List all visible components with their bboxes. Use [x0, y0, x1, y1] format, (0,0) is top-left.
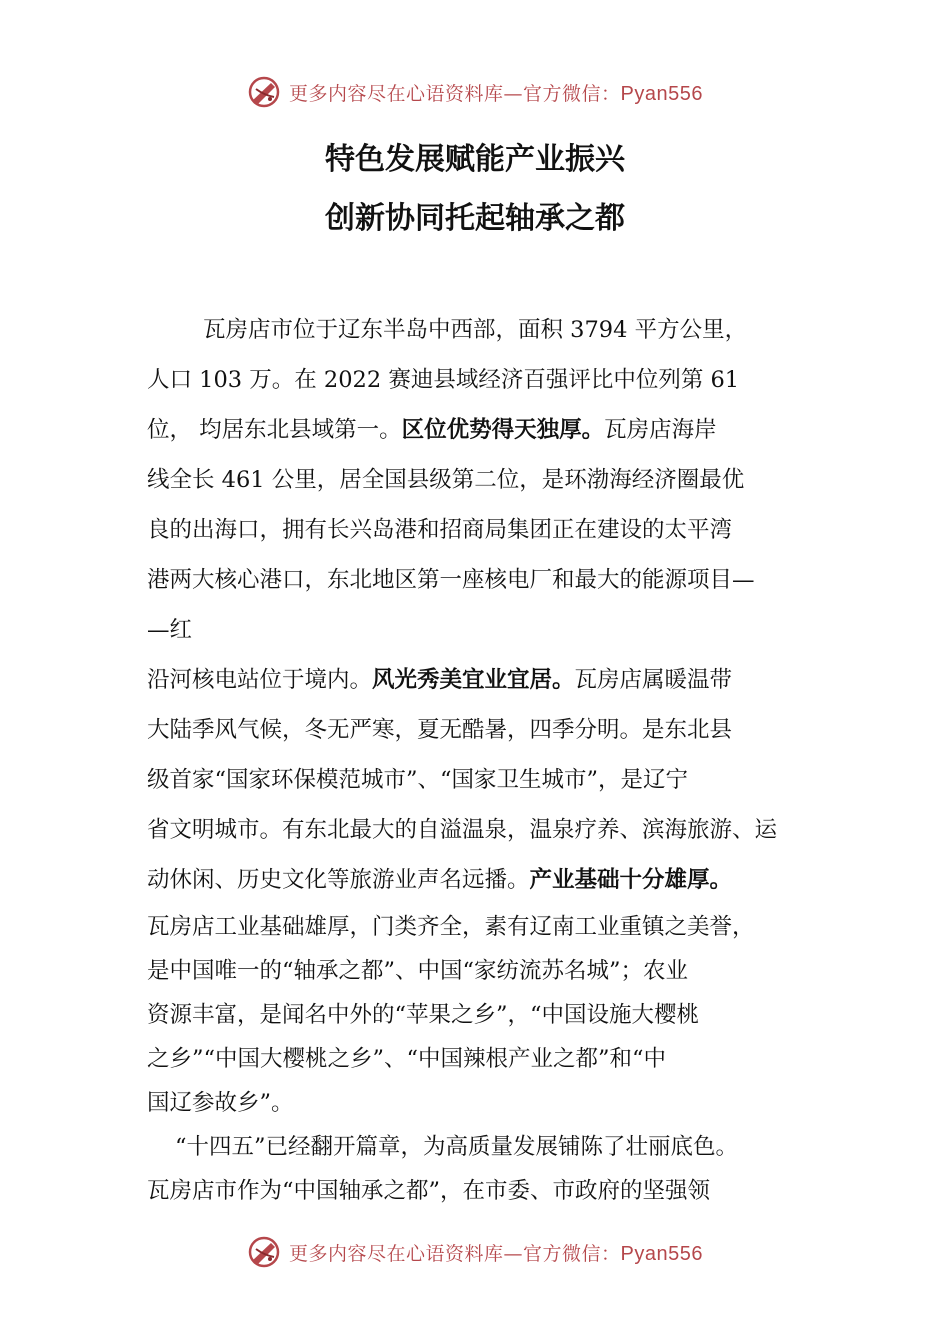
watermark-footer [0, 1232, 950, 1272]
section-heading: 风光秀美宜业宜居。 [372, 667, 575, 693]
text-line: 之乡”“中国大樱桃之乡”、“中国辣根产业之都”和“中 [147, 1046, 667, 1072]
text-line: 沿河核电站位于境内。风光秀美宜业宜居。瓦房店属暖温带 [147, 667, 733, 693]
text-line: 良的出海口，拥有长兴岛港和招商局集团正在建设的太平湾 [147, 517, 733, 543]
watermark-header [0, 72, 950, 112]
page-title-line-2: 创新协同托起轴承之都 [325, 201, 625, 236]
text-line: —红 [147, 617, 193, 643]
text-line: 瓦房店市位于辽东半岛中西部，面积 3794 平方公里， [203, 317, 748, 343]
page-title-line-1: 特色发展赋能产业振兴 [325, 142, 625, 177]
text-line: 瓦房店工业基础雄厚，门类齐全，素有辽南工业重镇之美誉， [147, 914, 755, 940]
wechat-id: Pyan556 [620, 1242, 703, 1265]
text-line: 港两大核心港口，东北地区第一座核电厂和最大的能源项目— [147, 567, 755, 593]
text-line: 国辽参故乡”。 [147, 1090, 294, 1116]
text-line: 资源丰富，是闻名中外的“苹果之乡”，“中国设施大樱桃 [147, 1002, 700, 1028]
text-line: 位， 均居东北县域第一。区位优势得天独厚。瓦房店海岸 [147, 417, 717, 443]
logo-icon [247, 75, 281, 109]
text-line: 是中国唯一的“轴承之都”、中国“家纺流苏名城”；农业 [147, 958, 689, 984]
text-line: 级首家“国家环保模范城市”、“国家卫生城市”，是辽宁 [147, 767, 689, 793]
text-line: 线全长 461 公里，居全国县级第二位，是环渤海经济圈最优 [147, 467, 745, 493]
text-line: 人口 103 万。在 2022 赛迪县域经济百强评比中位列第 61 [147, 367, 740, 393]
article-body [147, 305, 812, 1213]
text-line: 省文明城市。有东北最大的自溢温泉，温泉疗养、滨海旅游、运 [147, 817, 778, 843]
watermark-text: 更多内容尽在心语资料库—官方微信：Pyan556 [289, 82, 703, 105]
text-line: 动休闲、历史文化等旅游业声名远播。产业基础十分雄厚。 [147, 867, 733, 893]
text-line: 瓦房店市作为“中国轴承之都”，在市委、市政府的坚强领 [147, 1178, 711, 1204]
wechat-id: Pyan556 [620, 82, 703, 105]
text-line: “十四五”已经翻开篇章，为高质量发展铺陈了壮丽底色。 [175, 1134, 739, 1160]
text-line: 大陆季风气候，冬无严寒，夏无酷暑，四季分明。是东北县 [147, 717, 733, 743]
logo-icon [247, 1235, 281, 1269]
section-heading: 产业基础十分雄厚。 [529, 867, 733, 893]
section-heading: 区位优势得天独厚。 [401, 417, 605, 443]
watermark-text: 更多内容尽在心语资料库—官方微信：Pyan556 [289, 1242, 703, 1265]
